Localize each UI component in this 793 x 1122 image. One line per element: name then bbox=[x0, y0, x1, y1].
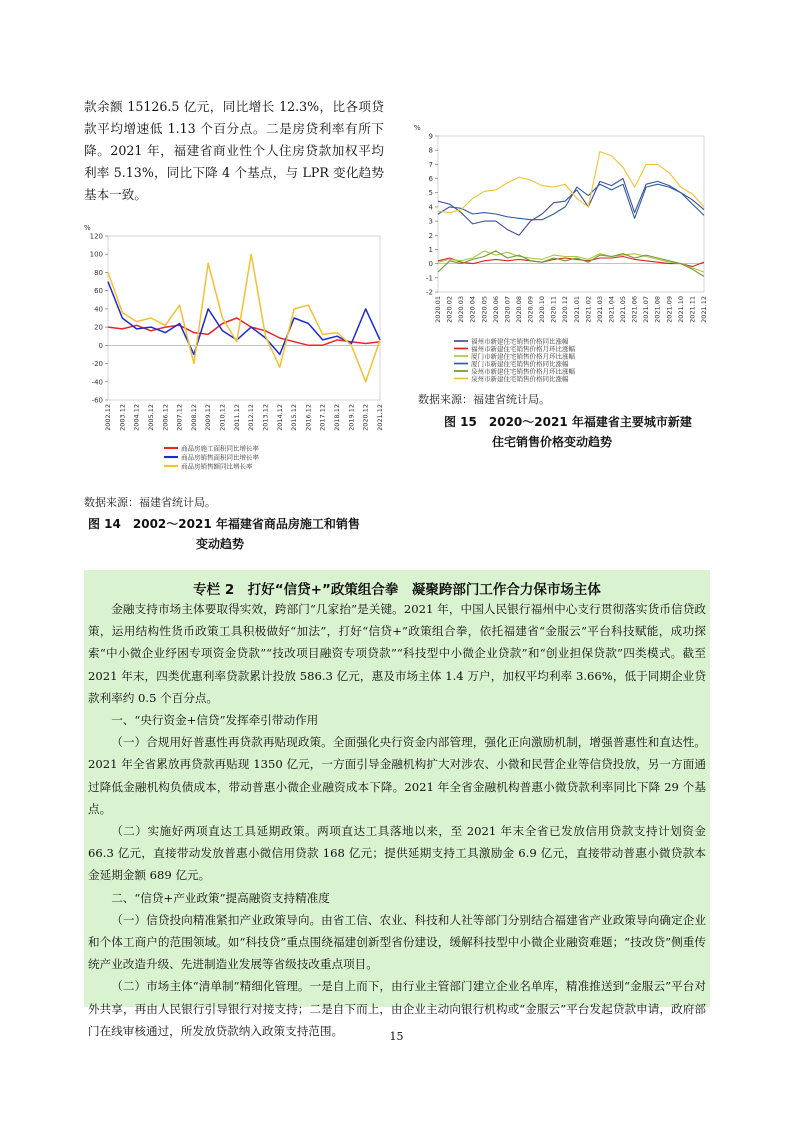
x-tick-label: 2020.06 bbox=[491, 296, 500, 323]
series-line bbox=[438, 251, 704, 272]
x-tick-label: 2002.12 bbox=[104, 404, 112, 431]
y-tick-label: 6 bbox=[428, 175, 433, 184]
x-tick-label: 2021.01 bbox=[572, 296, 581, 323]
x-tick-label: 2020.02 bbox=[445, 296, 454, 323]
page-number: 15 bbox=[389, 1030, 404, 1043]
legend-entry: 泉州市新建住宅销售价格同比涨幅 bbox=[471, 375, 569, 383]
x-tick-label: 2021.09 bbox=[665, 296, 674, 323]
legend-entry: 厦门市新建住宅销售价格同比涨幅 bbox=[471, 360, 569, 368]
legend-entry: 商品房销售额同比增长率 bbox=[181, 462, 253, 471]
y-tick-label: 0 bbox=[98, 341, 103, 350]
legend-entry: 泉州市新建住宅销售价格月环比涨幅 bbox=[471, 367, 575, 376]
box-body bbox=[88, 598, 706, 1042]
y-tick-label: 2 bbox=[428, 231, 433, 240]
figure-14-caption: 图 14 2002～2021 年福建省商品房施工和销售 bbox=[88, 517, 360, 531]
x-tick-label: 2021.02 bbox=[584, 296, 593, 323]
figure-15-chart bbox=[414, 120, 714, 386]
figure-14-caption-line2: 变动趋势 bbox=[196, 537, 245, 551]
y-tick-label: -40 bbox=[91, 378, 103, 387]
x-tick-label: 2021.03 bbox=[595, 296, 604, 323]
y-tick-label: 4 bbox=[428, 203, 433, 212]
x-tick-label: 2020.07 bbox=[503, 296, 512, 323]
plot-frame bbox=[438, 136, 704, 292]
x-tick-label: 2010.12 bbox=[218, 404, 227, 431]
y-tick-label: 80 bbox=[94, 268, 103, 277]
box-paragraph: （一）信贷投向精准紧扣产业政策导向。由省工信、农业、科技和人社等部门分别结合福建省产业政策导向确定企业和个体工商户的范围领域。如“科技贷”重点围绕福建创新型省份建设，缓解科技型中小微企业融资难题；“技改贷”侧重传统产业改造升级、先进制造业发展等省级技改重点项目。 bbox=[88, 912, 706, 972]
box-heading: 一、“央行资金+信贷”发挥牵引带动作用 bbox=[111, 713, 319, 728]
box-paragraph: （一）合规用好普惠性再贷款再贴现政策。全面强化央行资金内部管理，强化正向激励机制，增强普惠性和直达性。2021 年全省累放再贷款再贴现 1350 亿元，一方面引导金融机构扩大对涉农、小微和民营企业等信贷投放，另一方面通过降低金融机构负债成本，带动普惠小微企业融资成本下降。2021 年全省金融机构普惠小微贷款利率同比下降 29 个基点。 bbox=[88, 735, 706, 816]
x-tick-label: 2003.12 bbox=[118, 404, 127, 431]
x-tick-label: 2004.12 bbox=[132, 404, 141, 431]
x-tick-label: 2021.07 bbox=[642, 296, 651, 323]
y-tick-label: 60 bbox=[94, 287, 103, 296]
legend-entry: 福州市新建住宅销售价格月环比涨幅 bbox=[471, 345, 575, 353]
legend-entry: 厦门市新建住宅销售价格月环比涨幅 bbox=[471, 352, 575, 361]
x-tick-label: 2020.12 bbox=[361, 404, 370, 431]
x-tick-label: 2013.12 bbox=[261, 404, 270, 431]
y-tick-label: 5 bbox=[428, 189, 433, 198]
x-tick-label: 2008.12 bbox=[189, 404, 198, 431]
x-tick-label: 2021.05 bbox=[619, 296, 628, 323]
y-tick-label: 100 bbox=[89, 250, 103, 259]
legend-entry: 商品房销售面积同比增长率 bbox=[181, 453, 259, 462]
x-tick-label: 2016.12 bbox=[304, 404, 313, 431]
x-tick-label: 2018.12 bbox=[333, 404, 342, 431]
x-tick-label: 2006.12 bbox=[161, 404, 170, 431]
series-line bbox=[438, 152, 704, 213]
x-tick-label: 2020.01 bbox=[434, 296, 442, 323]
series-line bbox=[438, 179, 704, 236]
x-tick-label: 2005.12 bbox=[146, 404, 155, 431]
y-tick-label: 20 bbox=[94, 323, 103, 332]
y-tick-label: 7 bbox=[428, 160, 433, 169]
series-line bbox=[108, 254, 380, 382]
series-line bbox=[438, 184, 704, 220]
x-tick-label: 2020.05 bbox=[480, 296, 489, 323]
x-tick-label: 2020.12 bbox=[561, 296, 570, 323]
figure-14-source: 数据来源：福建省统计局。 bbox=[84, 496, 216, 509]
x-tick-label: 2020.08 bbox=[514, 296, 523, 323]
x-tick-label: 2020.10 bbox=[538, 296, 547, 323]
figure-15-caption: 图 15 2020～2021 年福建省主要城市新建 bbox=[444, 415, 692, 429]
paragraph-text: 款余额 15126.5 亿元，同比增长 12.3%，比各项贷款平均增速低 1.13 个百分点。二是房贷利率有所下降。2021 年，福建省商业性个人住房贷款加权平均利率 5.13%，同比下降 4 个基点，与 LPR 变化趋势基本一致。 bbox=[84, 99, 384, 202]
x-tick-label: 2020.03 bbox=[457, 296, 466, 323]
x-tick-label: 2014.12 bbox=[275, 404, 284, 431]
legend-entry: 福州市新建住宅销售价格同比涨幅 bbox=[471, 337, 569, 346]
x-tick-label: 2021.12 bbox=[376, 404, 384, 431]
figure-15-source: 数据来源：福建省统计局。 bbox=[418, 393, 550, 406]
x-tick-label: 2021.08 bbox=[653, 296, 662, 323]
y-tick-label: -1 bbox=[426, 274, 433, 283]
figure-15-caption-line2: 住宅销售价格变动趋势 bbox=[492, 435, 613, 449]
y-tick-label: -2 bbox=[426, 288, 433, 297]
x-tick-label: 2021.10 bbox=[676, 296, 685, 323]
x-tick-label: 2020.11 bbox=[549, 296, 558, 323]
x-tick-label: 2020.09 bbox=[526, 296, 535, 323]
box-heading: 二、“信贷+产业政策”提高融资支持精准度 bbox=[111, 890, 330, 905]
y-tick-label: 40 bbox=[94, 305, 103, 314]
y-tick-label: -60 bbox=[91, 396, 103, 405]
y-tick-label: 120 bbox=[89, 232, 103, 241]
x-tick-label: 2015.12 bbox=[290, 404, 299, 431]
box-title: 专栏 2 打好“信贷+”政策组合拳 凝聚跨部门工作合力保市场主体 bbox=[193, 582, 601, 598]
x-tick-label: 2021.04 bbox=[607, 296, 616, 323]
unit-label: % bbox=[414, 124, 421, 132]
x-tick-label: 2007.12 bbox=[175, 404, 184, 431]
y-tick-label: 1 bbox=[428, 245, 433, 254]
figure-14-chart bbox=[84, 210, 384, 490]
x-tick-label: 2011.12 bbox=[232, 404, 241, 431]
y-tick-label: -20 bbox=[91, 360, 103, 369]
y-tick-label: 3 bbox=[428, 217, 433, 226]
unit-label: % bbox=[84, 224, 91, 232]
x-tick-label: 2009.12 bbox=[204, 404, 213, 431]
x-tick-label: 2017.12 bbox=[318, 404, 327, 431]
y-tick-label: 8 bbox=[428, 146, 433, 155]
legend-entry: 商品房施工面积同比增长率 bbox=[181, 444, 259, 453]
y-tick-label: 0 bbox=[428, 260, 433, 269]
x-tick-label: 2021.11 bbox=[688, 296, 697, 323]
x-tick-label: 2019.12 bbox=[347, 404, 356, 431]
x-tick-label: 2012.12 bbox=[247, 404, 256, 431]
box-paragraph: （二）实施好两项直达工具延期政策。两项直达工具落地以来，至 2021 年末全省已发放信用贷款支持计划资金 66.3 亿元，直接带动发放普惠小微信用贷款 168 亿元；提供延期支持工具激励金 6.9 亿元，直接带动普惠小微贷款本金延期金额 689 亿元。 bbox=[88, 824, 706, 883]
box-paragraph: 金融支持市场主体要取得实效，跨部门“几家抬”是关键。2021 年，中国人民银行福州中心支行贯彻落实货币信贷政策，运用结构性货币政策工具积极做好“加法”，打好“信贷+”政策组合拳，依托福建省“金服云”平台科技赋能，成功探索“中小微企业纾困专项资金贷款”“技改项目融资专项贷款”“科技型中小微企业贷款”和“创业担保贷款”四类模式。截至 2021 年末，四类优惠利率贷款累计投放 586.3 亿元，惠及市场主体 1.4 万户，加权平均利率 3.66%，低于同期企业贷款利率约 0.5 个百分点。 bbox=[88, 602, 706, 705]
body-paragraph bbox=[84, 96, 384, 206]
x-tick-label: 2020.04 bbox=[468, 296, 477, 323]
x-tick-label: 2021.12 bbox=[700, 296, 708, 323]
y-tick-label: 9 bbox=[428, 132, 433, 141]
box-paragraph: （二）市场主体“清单制”精细化管理。一是自上而下，由行业主管部门建立企业名单库，精准推送到“金服云”平台对外共享，再由人民银行引导银行对接支持；二是自下而上，由企业主动向银行机构或“金服云”平台发起贷款申请，政府部门在线审核通过，所发放贷款纳入政策支持范围。 bbox=[88, 979, 706, 1038]
x-tick-label: 2021.06 bbox=[630, 296, 639, 323]
series-line bbox=[108, 318, 380, 345]
